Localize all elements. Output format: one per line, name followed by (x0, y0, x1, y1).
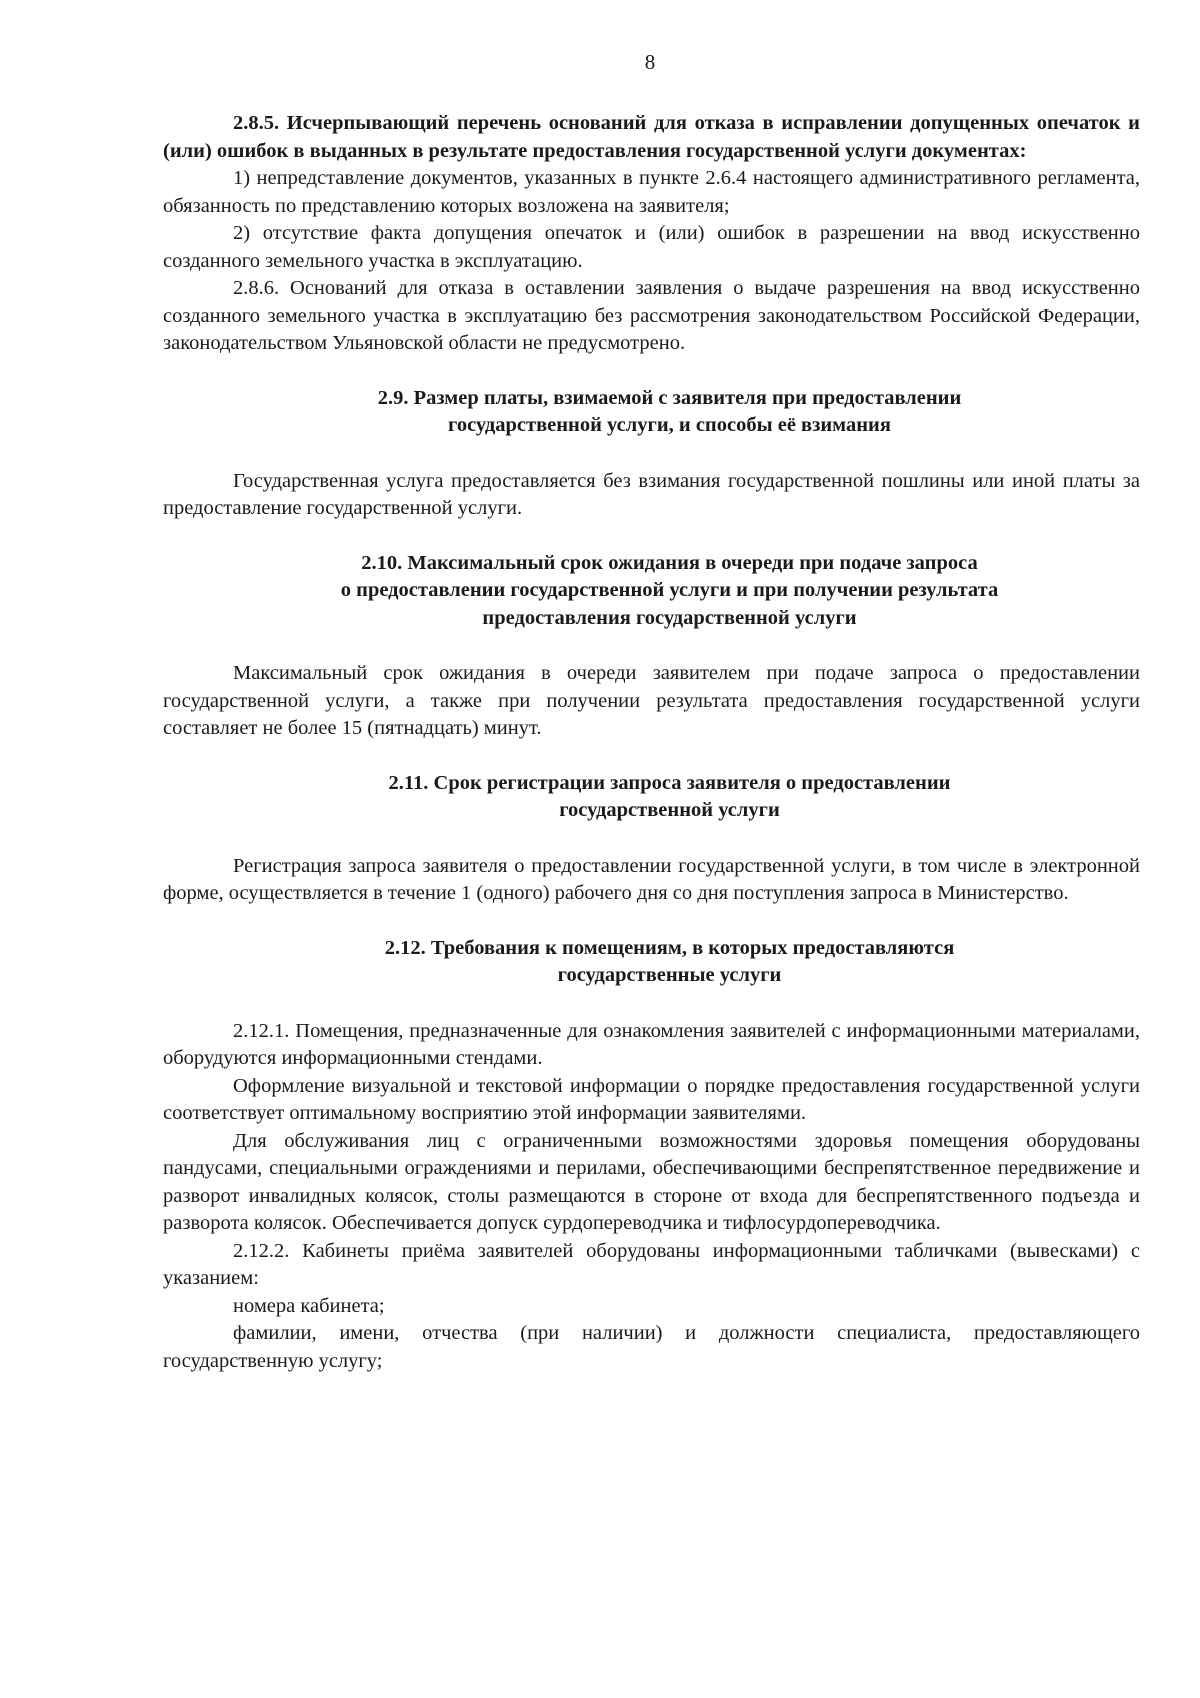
section-2-9-text: Государственная услуга предоставляется без взимания государственной пошлины или иной платы за предоставление государственной услуги. (163, 469, 1140, 519)
section-2-10-heading (163, 550, 1140, 633)
section-2-10-heading-line-2: о предоставлении государственной услуги и при получении результата (340, 579, 999, 601)
section-2-8-6-text: 2.8.6. Оснований для отказа в оставлении заявления о выдаче разрешения на ввод искусственно созданного земельного участка в эксплуатацию без рассмотрения законодательством Российской Федерации, законодательством Ульяновской области не предусмотрено. (163, 277, 1140, 354)
document-body (163, 110, 1140, 1375)
section-2-12-heading-line-1: 2.12. Требования к помещениям, в которых предоставляются (384, 936, 955, 959)
section-2-12-accessibility-text: Для обслуживания лиц с ограниченными возможностями здоровья помещения оборудованы пандусами, специальными ограждениями и перилами, обеспечивающими беспрепятственное передвижение и разворот инвалидных колясок, столы размещаются в стороне от входа для беспрепятственного подъезда и разворота колясок. Обеспечивается допуск сурдопереводчика и тифлосурдопереводчика. (163, 1129, 1140, 1234)
page-number: 8 (644, 50, 656, 74)
section-2-8-5-item-1: 1) непредставление документов, указанных в пункте 2.6.4 настоящего административного регламента, обязанность по представлению которых возложена на заявителя; (163, 167, 1140, 217)
section-2-11-heading-line-2: государственной услуги (559, 799, 780, 821)
section-2-10-heading-line-1: 2.10. Максимальный срок ожидания в очереди при подаче запроса (361, 551, 978, 574)
section-2-11-heading-line-1: 2.11. Срок регистрации запроса заявителя о предоставлении (388, 771, 951, 794)
section-2-12-2-room-number: номера кабинета; (233, 1294, 385, 1317)
section-2-10-heading-line-3: предоставления государственной услуги (482, 606, 857, 629)
section-2-12-1-text: 2.12.1. Помещения, предназначенные для ознакомления заявителей с информационными материалами, оборудуются информационными стендами. (163, 1019, 1140, 1069)
section-2-8-5-item-2: 2) отсутствие факта допущения опечаток и (или) ошибок в разрешении на ввод искусственно созданного земельного участка в эксплуатацию. (163, 222, 1140, 272)
section-2-8-5-title: 2.8.5. Исчерпывающий перечень оснований для отказа в исправлении допущенных опечаток и (или) ошибок в выданных в результате предоставления государственной услуги документах: (163, 112, 1140, 162)
section-2-12-2-text: 2.12.2. Кабинеты приёма заявителей оборудованы информационными табличками (вывесками) с указанием: (163, 1239, 1140, 1289)
section-2-9-heading (163, 385, 1140, 440)
section-2-12-heading-line-2: государственные услуги (557, 964, 782, 986)
section-2-11-text: Регистрация запроса заявителя о предоставлении государственной услуги, в том числе в электронной форме, осуществляется в течение 1 (одного) рабочего дня со дня поступления запроса в Министерство. (163, 854, 1140, 904)
section-2-9-heading-line-1: 2.9. Размер платы, взимаемой с заявителя при предоставлении (377, 386, 962, 409)
section-2-11-heading (163, 770, 1140, 825)
section-2-9-heading-line-2: государственной услуги, и способы её взимания (448, 414, 891, 436)
section-2-12-visual-info-text: Оформление визуальной и текстовой информации о порядке предоставления государственной услуги соответствует оптимальному восприятию этой информации заявителями. (163, 1074, 1140, 1124)
section-2-12-heading (163, 935, 1140, 990)
section-2-10-text: Максимальный срок ожидания в очереди заявителем при подаче запроса о предоставлении государственной услуги, а также при получении результата предоставления государственной услуги составляет не более 15 (пятнадцать) минут. (163, 662, 1140, 739)
section-2-12-2-specialist-name: фамилии, имени, отчества (при наличии) и должности специалиста, предоставляющего государственную услугу; (163, 1322, 1140, 1372)
